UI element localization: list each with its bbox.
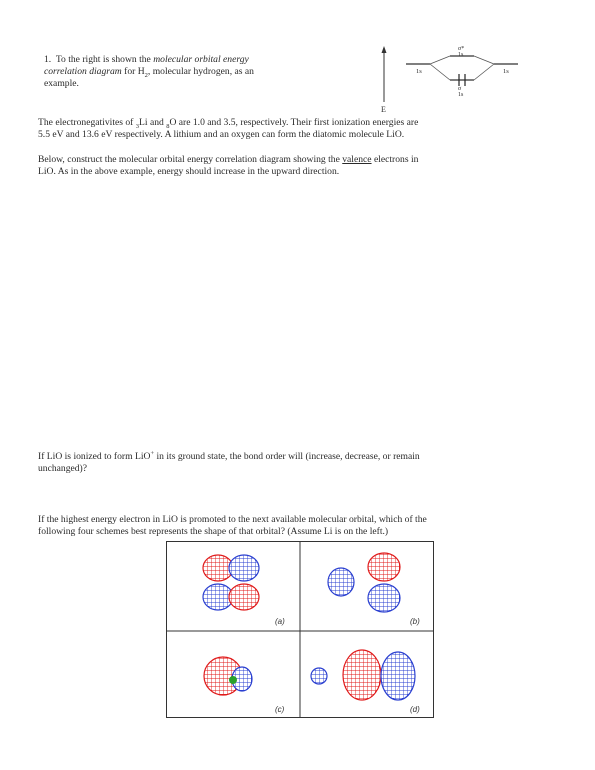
para4-line2: unchanged)? <box>38 463 88 474</box>
orbital-panel-grid <box>166 541 434 718</box>
core-node <box>229 676 237 684</box>
para2-line2: 5.5 eV and 13.6 eV respectively. A lithium and an oxygen can form the diatomic molecule LiO. <box>38 129 405 140</box>
panel-label-b: (b) <box>410 617 420 626</box>
orbital-d <box>311 650 415 700</box>
q1-line2: correlation diagram for $H_2$, molecular hydrogen, as an <box>44 66 254 79</box>
panel-label-a: (a) <box>275 617 285 626</box>
mo-diagram-svg <box>372 44 532 116</box>
orbital-grid-svg <box>167 542 433 717</box>
q1-line1: 1. To the right is shown the molecular orbital energy <box>44 54 249 65</box>
lobe-negative <box>229 555 259 581</box>
left-ao-label: 1s <box>416 68 422 75</box>
lobe-negative <box>311 668 327 684</box>
q1-line3: example. <box>44 78 79 89</box>
energy-arrow-head <box>382 46 387 53</box>
lobe-negative <box>368 584 400 612</box>
h2-mo-diagram <box>372 44 532 116</box>
para4-line1: If LiO is ionized to form LiO+ in its ground state, the bond order will (increase, decrease, or remain <box>38 449 420 462</box>
energy-label: E <box>381 105 386 114</box>
para2-line1: The electronegativites of $_3$Li and $_8$O are 1.0 and 3.5, respectively. Their first ionization energies are <box>38 117 419 130</box>
correlation-line <box>474 64 494 80</box>
antibonding-label: σ* 1s <box>458 46 465 58</box>
correlation-line <box>474 56 494 64</box>
panel-label-d: (d) <box>410 705 420 714</box>
lobe-positive <box>343 650 381 700</box>
bonding-label: σ 1s <box>458 86 464 98</box>
lobe-negative <box>328 568 354 596</box>
para5-line1: If the highest energy electron in LiO is promoted to the next available molecular orbital, which of the <box>38 514 427 525</box>
panel-label-c: (c) <box>275 705 285 714</box>
para3-line1: Below, construct the molecular orbital energy correlation diagram showing the valence electrons in <box>38 154 419 165</box>
lobe-positive <box>229 584 259 610</box>
correlation-line <box>430 64 450 80</box>
right-ao-label: 1s <box>503 68 509 75</box>
para3-line2: LiO. As in the above example, energy should increase in the upward direction. <box>38 166 340 177</box>
lobe-negative <box>381 652 415 700</box>
orbital-a <box>203 555 259 610</box>
orbital-b <box>328 553 400 612</box>
orbital-c <box>204 657 252 695</box>
correlation-line <box>430 56 450 64</box>
para5-line2: following four schemes best represents the shape of that orbital? (Assume Li is on the left.) <box>38 526 389 537</box>
lobe-positive <box>368 553 400 581</box>
